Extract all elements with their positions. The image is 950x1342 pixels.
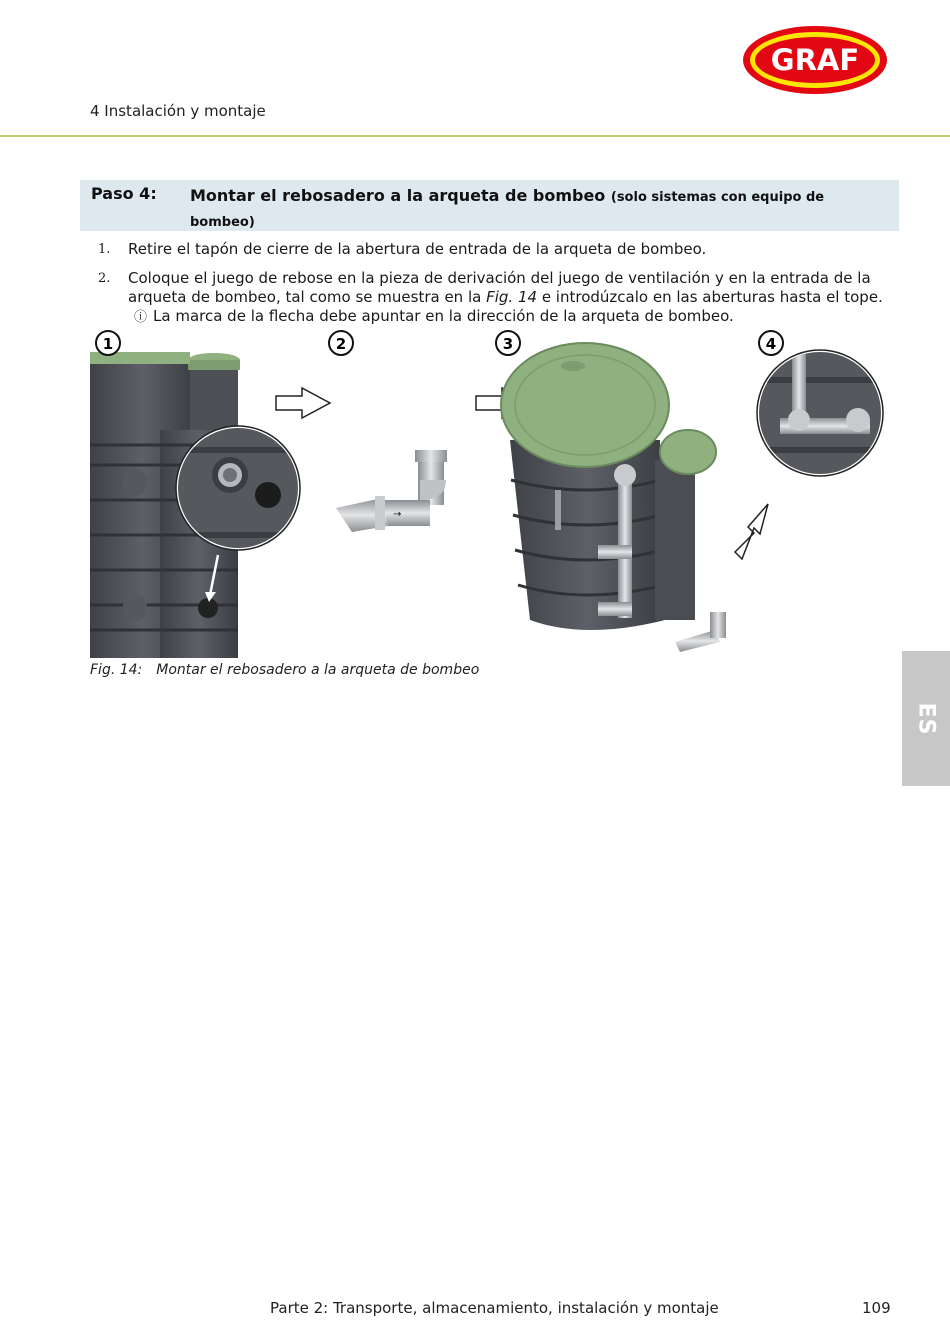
step-title-note: (solo sistemas con equipo de bombeo) <box>190 190 825 230</box>
step-title <box>190 184 880 234</box>
chapter-heading: 4 Instalación y montaje <box>90 102 266 120</box>
overflow-kit <box>336 450 447 532</box>
instruction-number: 1. <box>98 242 111 257</box>
callout-3 <box>496 331 520 355</box>
step-box <box>80 180 899 231</box>
instruction-text-end: e introdúzcalo en las aberturas hasta el tope. <box>537 288 883 306</box>
instruction-item <box>98 240 888 259</box>
info-text: La marca de la flecha debe apuntar en la dirección de la arqueta de bombeo. <box>153 307 734 325</box>
svg-text:2: 2 <box>335 335 347 353</box>
page-number: 109 <box>862 1299 891 1317</box>
instruction-list <box>98 240 888 337</box>
graf-logo <box>742 25 888 95</box>
language-tab[interactable] <box>902 651 950 786</box>
caption-number: Fig. 14: <box>90 662 143 678</box>
svg-text:1: 1 <box>102 335 114 353</box>
svg-text:3: 3 <box>502 335 514 353</box>
instruction-text: Coloque el juego de rebose en la pieza de derivación del juego de ventilación y en la entrada de la arqueta de bombeo, tal como se muestra en la <box>128 269 871 306</box>
step-title-text: Montar el rebosadero a la arqueta de bombeo <box>190 186 606 205</box>
callout-2 <box>329 331 353 355</box>
callout-1 <box>96 331 120 355</box>
svg-text:→: → <box>393 509 402 520</box>
arrow-right-icon <box>276 388 330 418</box>
pump-chamber <box>501 343 726 652</box>
info-icon: ⓘ <box>134 310 148 325</box>
instruction-item <box>98 269 888 327</box>
logo-text: GRAF <box>770 43 860 77</box>
step-label: Paso 4: <box>91 184 157 203</box>
instruction-text: Retire el tapón de cierre de la abertura de entrada de la arqueta de bombeo. <box>128 240 707 258</box>
header-divider <box>0 135 950 137</box>
instruction-number: 2. <box>98 271 111 286</box>
detail-view <box>757 350 885 476</box>
footer-text: Parte 2: Transporte, almacenamiento, instalación y montaje <box>270 1299 719 1317</box>
arrow-up-right-icon <box>735 504 768 559</box>
figure-caption <box>90 662 479 678</box>
info-note <box>134 307 888 327</box>
caption-text: Montar el rebosadero a la arqueta de bombeo <box>156 662 480 678</box>
figure-reference[interactable]: Fig. 14 <box>486 288 538 306</box>
installation-figure <box>90 330 890 658</box>
tank-side-view <box>90 352 300 658</box>
callout-4 <box>759 331 783 355</box>
language-label: ES <box>913 702 939 735</box>
svg-text:4: 4 <box>765 335 777 353</box>
